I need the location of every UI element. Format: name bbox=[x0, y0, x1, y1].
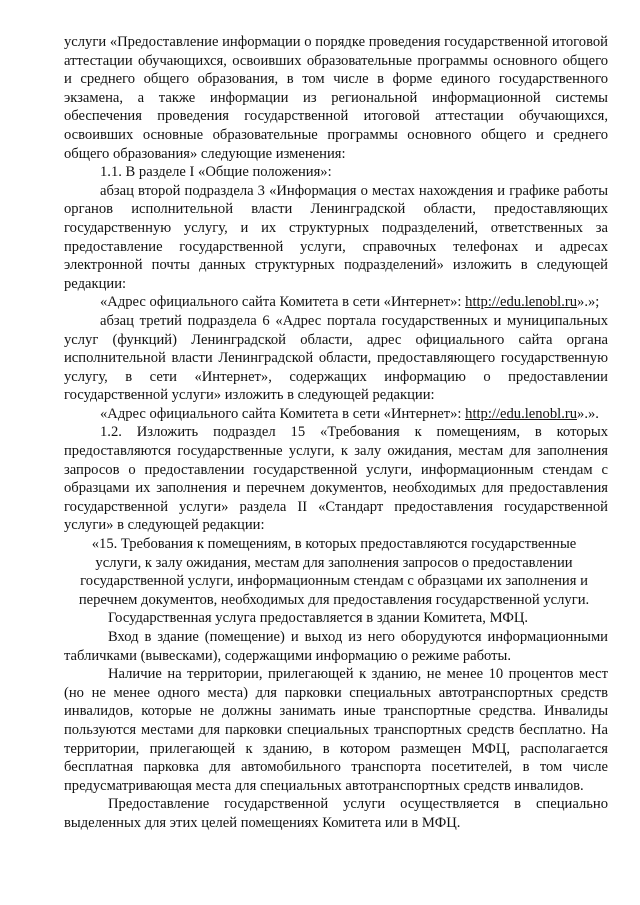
paragraph-entrance: Вход в здание (помещение) и выход из него оборудуются информационными табличками (вывесками), содержащими информацию о режиме работы. bbox=[64, 629, 608, 664]
site-link[interactable]: http://edu.lenobl.ru bbox=[465, 294, 578, 311]
paragraph-subsection-3: абзац второй подраздела 3 «Информация о местах нахождения и графике работы органов исполнительной власти Ленинградской области, предоставляющих государственную услугу, и их структурных подразделений, ответственных за предоставление государственной услуги, справочных телефонах и адресах электронной почты данных структурных подразделений» изложить в следующей редакции: bbox=[64, 182, 608, 292]
paragraph-section-1-1: 1.1. В разделе I «Общие положения»: bbox=[100, 164, 332, 181]
paragraph-subsection-6: абзац третий подраздела 6 «Адрес портала государственных и муниципальных услуг (функций) Ленинградской области, адрес официального сайта органа исполнительной власти Ленинградской области, предоставляющего государственную услугу, в сети «Интернет», содержащих информацию о предоставлении государственной услуги» изложить в следующей редакции: bbox=[64, 312, 608, 404]
address-quote-end: ».»; bbox=[577, 294, 600, 311]
paragraph-parking: Наличие на территории, прилегающей к зданию, не менее 10 процентов мест (но не менее одного места) для парковки специальных автотранспортных средств инвалидов, которые не должны занимать иные транспортные средства. Инвалиды пользуются местами для парковки специальных транспортных средств бесплатно. На территории, прилегающей к зданию, в котором размещен МФЦ, располагается бесплатная парковка для автомобильного транспорта посетителей, в том числе предусматривающая места для специальных автотранспортных средств инвалидов. bbox=[64, 666, 608, 794]
document-page bbox=[64, 33, 608, 833]
site-link[interactable]: http://edu.lenobl.ru bbox=[465, 405, 578, 422]
address-quote-2 bbox=[64, 405, 608, 424]
address-quote-1 bbox=[64, 293, 608, 312]
paragraph-section-1-2: 1.2. Изложить подраздел 15 «Требования к помещениям, в которых предоставляются государственные услуги, к залу ожидания, местам для заполнения запросов о предоставлении государственной услуги, информационным стендам с образцами их заполнения и перечнем документов, необходимых для предоставления государственной услуги» раздела II «Стандарт предоставления государственной услуги» в следующей редакции: bbox=[64, 424, 608, 534]
paragraph-premises: Предоставление государственной услуги осуществляется в специально выделенных для этих целей помещениях Комитета или в МФЦ. bbox=[64, 796, 608, 831]
address-quote-end: ».». bbox=[577, 405, 599, 422]
address-quote-text: «Адрес официального сайта Комитета в сети «Интернет»: bbox=[100, 294, 466, 311]
paragraph-building: Государственная услуга предоставляется в здании Комитета, МФЦ. bbox=[108, 610, 529, 627]
paragraph-subsection-15-title: «15. Требования к помещениям, в которых предоставляются государственные услуги, к залу ожидания, местам для заполнения запросов о предоставлении государственной услуги, информационным стендам с образцами их заполнения и перечнем документов, необходимых для предоставления государственной услуги. bbox=[78, 536, 590, 608]
paragraph-intro: услуги «Предоставление информации о порядке проведения государственной итоговой аттестации обучающихся, освоивших образовательные программы основного общего и среднего общего образования, в том числе в форме единого государственного экзамена, а также информации из региональной информационной системы обеспечения проведения государственной итоговой аттестации обучающихся, освоивших основные образовательные программы основного общего и среднего общего образования» следующие изменения: bbox=[64, 34, 608, 162]
address-quote-text: «Адрес официального сайта Комитета в сети «Интернет»: bbox=[100, 405, 466, 422]
